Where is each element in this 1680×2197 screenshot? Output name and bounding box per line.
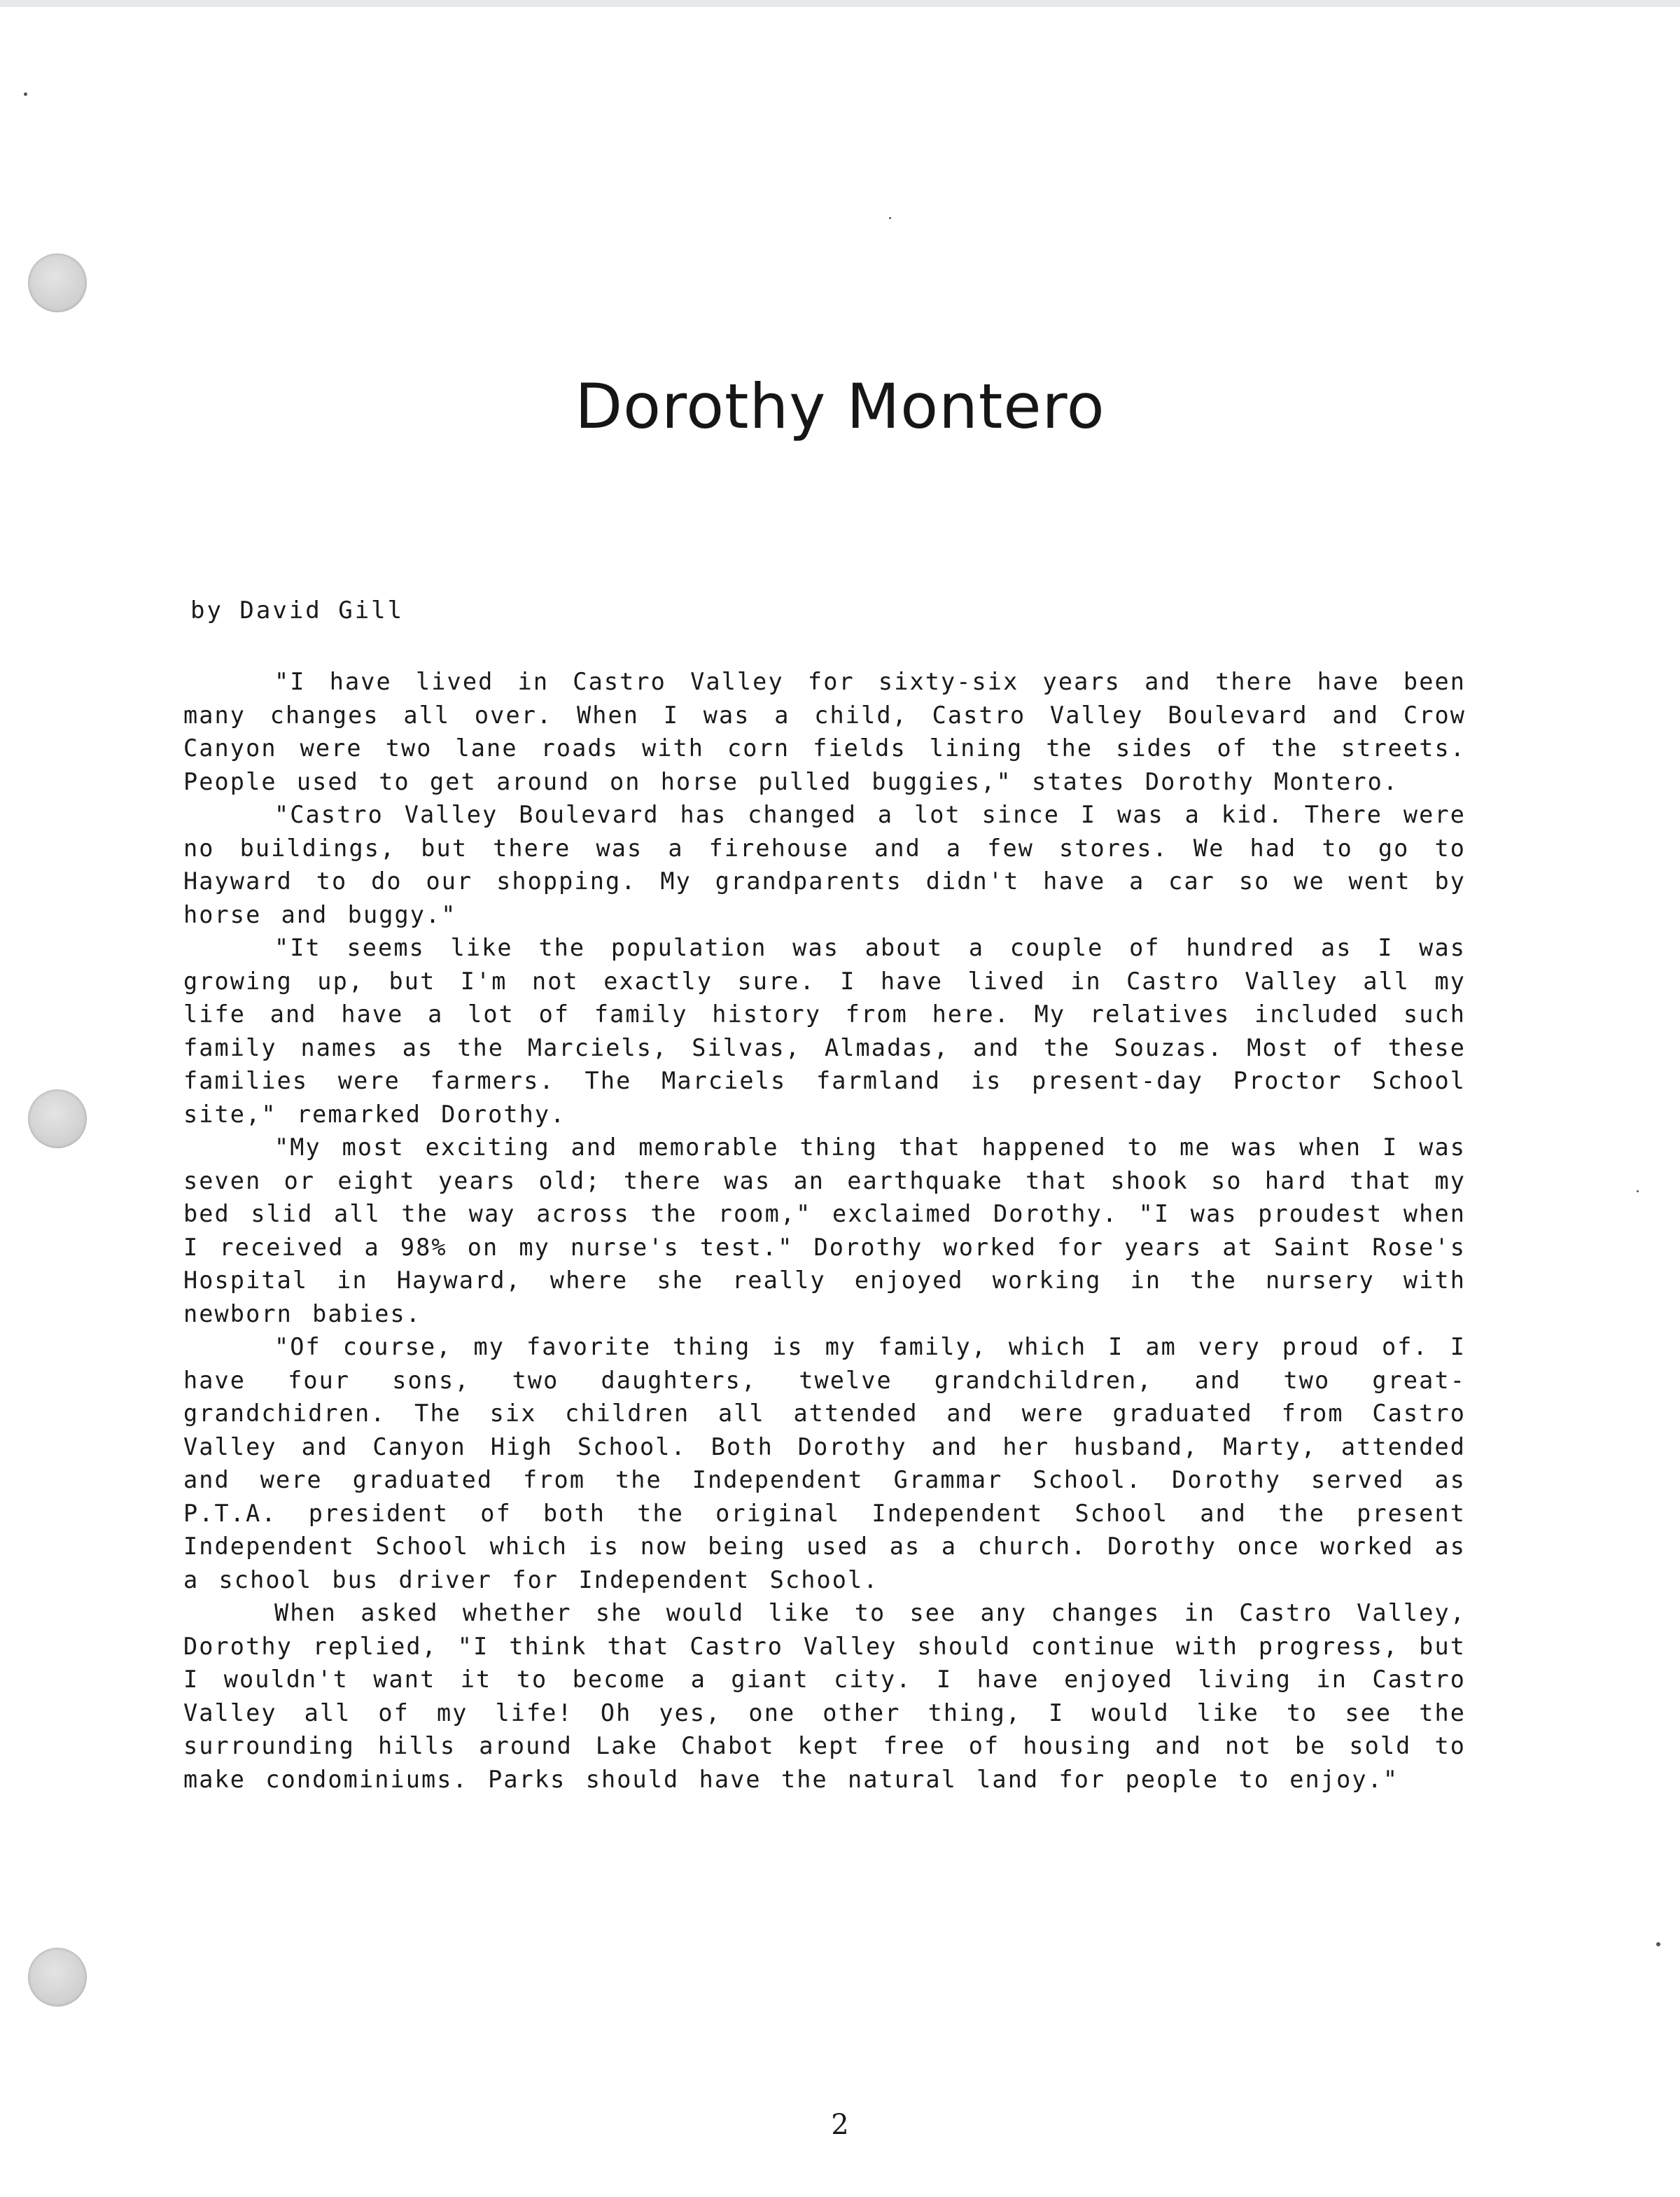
article-paragraph: "My most exciting and memorable thing that happened to me was when I was seven or eight years old; there was an earthquake that shook so hard that my bed slid all the way across the room," exclaimed Dorothy. "I was proudest when I received a 98% on my nurse's test." Dorothy worked for years at Saint Rose's Hospital in Hayward, where she really enjoyed working in the nursery with newborn babies. [183, 1134, 1466, 1327]
article-paragraph: "Castro Valley Boulevard has changed a lot since I was a kid. There were no buildings, but there was a firehouse and a few stores. We had to go to Hayward to do our shopping. My grandparents didn't have a car so we went by horse and buggy." [183, 801, 1466, 928]
scan-speck [1656, 1942, 1660, 1946]
page-top-edge [0, 0, 1680, 7]
binder-hole-top [28, 253, 87, 312]
binder-hole-bottom [28, 1948, 87, 2007]
article-paragraph: "It seems like the population was about a couple of hundred as I was growing up, but I'm not exactly sure. I have lived in Castro Valley all my life and have a lot of family history from here. My relatives included such family names as the Marciels, Silvas, Almadas, and the Souzas. Most of these families were farmers. The Marciels farmland is present-day Proctor School site," remarked Dorothy. [183, 934, 1466, 1128]
scan-speck [889, 217, 891, 219]
article-title: Dorothy Montero [575, 370, 1105, 442]
article-byline: by David Gill [190, 597, 405, 625]
page-number: 2 [831, 2109, 849, 2141]
scan-speck [24, 92, 27, 96]
article-paragraph: "Of course, my favorite thing is my family, which I am very proud of. I have four sons, two daughters, twelve grandchildren, and two great-grandchidren. The six children all attended and were graduated from Castro Valley and Canyon High School. Both Dorothy and her husband, Marty, attended and were graduated from the Independent Grammar School. Dorothy served as P.T.A. president of both the original Independent School and the present Independent School which is now being used as a church. Dorothy once worked as a school bus driver for Independent School. [183, 1333, 1466, 1593]
article-body [183, 665, 1466, 1796]
article-paragraph: When asked whether she would like to see any changes in Castro Valley, Dorothy replied, "I think that Castro Valley should continue with progress, but I wouldn't want it to become a giant city. I have enjoyed living in Castro Valley all of my life! Oh yes, one other thing, I would like to see the surrounding hills around Lake Chabot kept free of housing and not be sold to make condominiums. Parks should have the natural land for people to enjoy." [183, 1599, 1466, 1793]
scan-speck [1637, 1190, 1639, 1192]
article-paragraph: "I have lived in Castro Valley for sixty-six years and there have been many changes all over. When I was a child, Castro Valley Boulevard and Crow Canyon were two lane roads with corn fields lining the sides of the streets. People used to get around on horse pulled buggies," states Dorothy Montero. [183, 668, 1466, 795]
binder-hole-middle [28, 1089, 87, 1148]
